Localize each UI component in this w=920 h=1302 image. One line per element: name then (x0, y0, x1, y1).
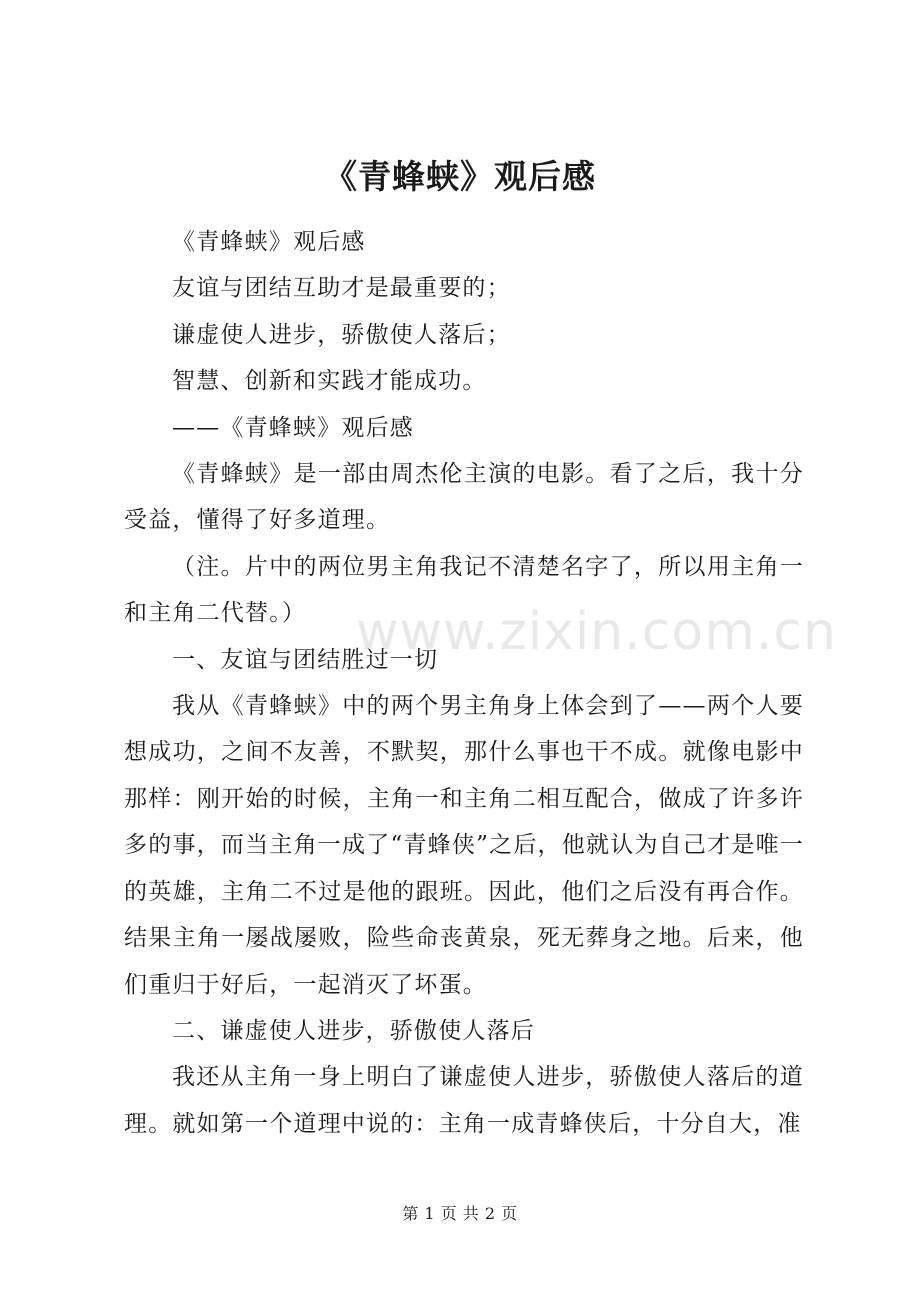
paragraph: ——《青蜂蛱》观后感 (172, 414, 414, 441)
paragraph: 我还从主角一身上明白了谦虚使人进步，骄傲使人落后的道理。就如第一个道理中说的：主角一成青蜂侠后，十分自大，准 (124, 1064, 804, 1137)
watermark: www.zixin.com.cn (356, 602, 837, 662)
paragraph: 一、友谊与团结胜过一切 (172, 646, 439, 673)
paragraph: 我从《青蜂蛱》中的两个男主角身上体会到了——两个人要想成功，之间不友善，不默契，那什么事也干不成。就像电影中那样：刚开始的时候，主角一和主角二相互配合，做成了许多许多的事，而当主角一成了“青蜂侠”之后，他就认为自己才是唯一的英雄，主角二不过是他的跟班。因此，他们之后没有再合作。结果主角一屡战屡败，险些命丧黄泉，死无葬身之地。后来，他们重归于好后，一起消灭了坏蛋。 (124, 693, 804, 998)
paragraph: 友谊与团结互助才是最重要的； (172, 275, 511, 302)
page-footer: 第 1 页 共 2 页 (402, 1204, 518, 1223)
paragraph: 《青蜂蛱》是一部由周杰伦主演的电影。看了之后，我十分受益，懂得了好多道理。 (124, 461, 804, 534)
paragraph: （注。片中的两位男主角我记不清楚名字了，所以用主角一和主角二代替。） (124, 553, 804, 627)
paragraph: 智慧、创新和实践才能成功。 (172, 368, 487, 395)
document-body (124, 219, 804, 1147)
document-title: 《青蜂蛱》观后感 (324, 157, 596, 196)
paragraph: 《青蜂蛱》观后感 (172, 229, 366, 255)
paragraph: 二、谦虚使人进步，骄傲使人落后 (172, 1017, 535, 1044)
paragraph: 谦虚使人进步，骄傲使人落后； (172, 321, 511, 348)
